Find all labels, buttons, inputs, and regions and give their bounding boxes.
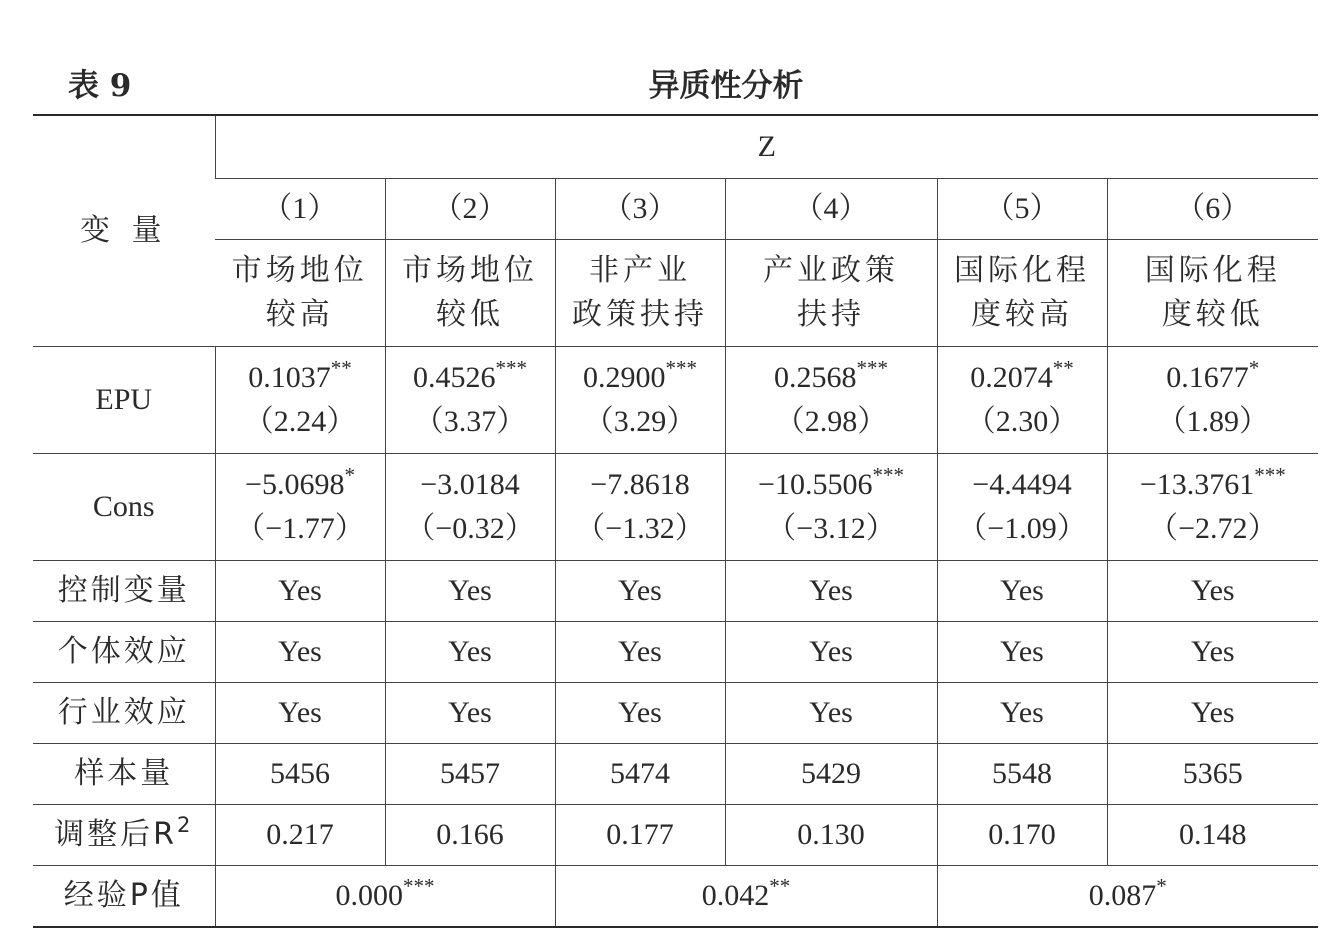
column-group-6 bbox=[1107, 239, 1318, 346]
empirical-p-value: 0.000 bbox=[335, 878, 403, 912]
heterogeneity-analysis-table bbox=[33, 114, 1318, 928]
column-number-5: （5） bbox=[937, 178, 1107, 239]
industry-fe-cell-6: Yes bbox=[1107, 682, 1318, 743]
column-group-1 bbox=[215, 239, 385, 346]
epu-t-statistic: （1.89） bbox=[1156, 404, 1270, 438]
epu-coefficient bbox=[216, 356, 385, 400]
row-label-individual-fe: 个体效应 bbox=[33, 621, 215, 682]
column-group-line: 市场地位 bbox=[402, 252, 538, 288]
column-group-line: 较高 bbox=[265, 296, 334, 332]
epu-coef-value: 0.1037 bbox=[248, 360, 331, 394]
row-label-cons: Cons bbox=[33, 453, 215, 560]
industry-fe-cell-2: Yes bbox=[385, 682, 555, 743]
epu-coefficient bbox=[938, 356, 1107, 400]
column-group-line: 政策扶持 bbox=[572, 296, 708, 332]
adj-r2-cell-3: 0.177 bbox=[555, 804, 725, 865]
controls-cell-5: Yes bbox=[937, 560, 1107, 621]
cons-cell-5 bbox=[937, 453, 1107, 560]
cons-t-statistic: （−1.77） bbox=[235, 511, 365, 545]
epu-cell-4 bbox=[725, 346, 937, 453]
adj-r2-label-sup: 2 bbox=[176, 812, 194, 837]
epu-coefficient bbox=[1108, 356, 1319, 400]
cons-cell-3 bbox=[555, 453, 725, 560]
column-group-line: 市场地位 bbox=[231, 252, 368, 288]
cons-coefficient bbox=[386, 463, 555, 507]
significance-stars: *** bbox=[856, 355, 888, 380]
epu-cell-3 bbox=[555, 346, 725, 453]
significance-stars: *** bbox=[1254, 462, 1286, 487]
cons-cell-2 bbox=[385, 453, 555, 560]
empirical-p-value: 0.087 bbox=[1088, 878, 1157, 912]
empirical-p-cell-1 bbox=[215, 865, 555, 927]
empirical-p-cell-3 bbox=[937, 865, 1318, 927]
cons-coef-value: −3.0184 bbox=[420, 467, 520, 501]
cons-coefficient bbox=[938, 463, 1107, 507]
table-title: 异质性分析 bbox=[648, 68, 804, 104]
significance-stars: *** bbox=[403, 873, 435, 898]
epu-coef-value: 0.1677 bbox=[1166, 360, 1249, 394]
individual-fe-cell-2: Yes bbox=[385, 621, 555, 682]
row-label-empirical-p: 经验P值 bbox=[33, 865, 215, 927]
column-group-5 bbox=[937, 239, 1107, 346]
epu-t-statistic: （3.29） bbox=[583, 404, 697, 438]
controls-cell-6: Yes bbox=[1107, 560, 1318, 621]
epu-coef-value: 0.2568 bbox=[774, 360, 857, 394]
adj-r2-cell-4: 0.130 bbox=[725, 804, 937, 865]
cons-coefficient bbox=[556, 463, 725, 507]
cons-t-statistic: （−1.32） bbox=[575, 511, 705, 545]
individual-fe-cell-1: Yes bbox=[215, 621, 385, 682]
controls-cell-1: Yes bbox=[215, 560, 385, 621]
empirical-p-cell-2 bbox=[555, 865, 937, 927]
cons-cell-1 bbox=[215, 453, 385, 560]
sample-size-cell-2: 5457 bbox=[385, 743, 555, 804]
epu-t-statistic: （2.24） bbox=[243, 404, 357, 438]
cons-t-statistic: （−2.72） bbox=[1148, 511, 1278, 545]
significance-stars: * bbox=[344, 462, 355, 487]
adj-r2-cell-6: 0.148 bbox=[1107, 804, 1318, 865]
sample-size-cell-1: 5456 bbox=[215, 743, 385, 804]
industry-fe-cell-5: Yes bbox=[937, 682, 1107, 743]
individual-fe-cell-5: Yes bbox=[937, 621, 1107, 682]
sample-size-cell-3: 5474 bbox=[555, 743, 725, 804]
epu-coefficient bbox=[386, 356, 555, 400]
epu-t-statistic: （2.98） bbox=[774, 404, 888, 438]
adj-r2-cell-2: 0.166 bbox=[385, 804, 555, 865]
industry-fe-cell-4: Yes bbox=[725, 682, 937, 743]
cons-coefficient bbox=[726, 463, 937, 507]
significance-stars: *** bbox=[495, 355, 527, 380]
column-number-2: （2） bbox=[385, 178, 555, 239]
individual-fe-cell-4: Yes bbox=[725, 621, 937, 682]
row-label-controls: 控制变量 bbox=[33, 560, 215, 621]
individual-fe-cell-6: Yes bbox=[1107, 621, 1318, 682]
adj-r2-cell-1: 0.217 bbox=[215, 804, 385, 865]
column-group-3 bbox=[555, 239, 725, 346]
cons-coefficient bbox=[1108, 463, 1319, 507]
column-group-line: 国际化程 bbox=[954, 252, 1090, 288]
adj-r2-cell-5: 0.170 bbox=[937, 804, 1107, 865]
cons-t-statistic: （−3.12） bbox=[766, 511, 896, 545]
sample-size-cell-6: 5365 bbox=[1107, 743, 1318, 804]
column-group-line: 度较低 bbox=[1161, 296, 1264, 332]
cons-coef-value: −4.4494 bbox=[972, 467, 1072, 501]
row-label-industry-fe: 行业效应 bbox=[33, 682, 215, 743]
column-group-line: 较低 bbox=[436, 296, 504, 332]
variable-header: 变 量 bbox=[33, 115, 215, 346]
column-number-6: （6） bbox=[1107, 178, 1318, 239]
cons-coef-value: −5.0698 bbox=[245, 467, 345, 501]
significance-stars: *** bbox=[665, 355, 697, 380]
row-label-epu: EPU bbox=[33, 346, 215, 453]
empirical-p-value: 0.042 bbox=[701, 878, 770, 912]
column-number-4: （4） bbox=[725, 178, 937, 239]
cons-coefficient bbox=[216, 463, 385, 507]
table-number: 表 9 bbox=[68, 68, 132, 104]
epu-coef-value: 0.2900 bbox=[583, 360, 666, 394]
significance-stars: ** bbox=[1052, 355, 1074, 380]
sample-size-cell-4: 5429 bbox=[725, 743, 937, 804]
row-label-sample-size: 样本量 bbox=[33, 743, 215, 804]
significance-stars: * bbox=[1156, 873, 1167, 898]
epu-t-statistic: （2.30） bbox=[965, 404, 1079, 438]
significance-stars: ** bbox=[330, 355, 352, 380]
controls-cell-3: Yes bbox=[555, 560, 725, 621]
individual-fe-cell-3: Yes bbox=[555, 621, 725, 682]
column-group-2 bbox=[385, 239, 555, 346]
industry-fe-cell-3: Yes bbox=[555, 682, 725, 743]
epu-cell-2 bbox=[385, 346, 555, 453]
cons-coef-value: −7.8618 bbox=[590, 467, 690, 501]
cons-t-statistic: （−0.32） bbox=[405, 511, 535, 545]
cons-coef-value: −10.5506 bbox=[758, 467, 873, 501]
epu-cell-5 bbox=[937, 346, 1107, 453]
epu-cell-6 bbox=[1107, 346, 1318, 453]
column-number-3: （3） bbox=[555, 178, 725, 239]
controls-cell-4: Yes bbox=[725, 560, 937, 621]
column-group-line: 非产业 bbox=[589, 252, 691, 288]
cons-t-statistic: （−1.09） bbox=[957, 511, 1087, 545]
epu-coefficient bbox=[726, 356, 937, 400]
column-group-4 bbox=[725, 239, 937, 346]
row-label-adj-r2 bbox=[33, 804, 215, 865]
column-group-line: 国际化程 bbox=[1144, 252, 1281, 288]
column-group-line: 度较高 bbox=[971, 296, 1073, 332]
significance-stars: ** bbox=[769, 873, 791, 898]
cons-cell-6 bbox=[1107, 453, 1318, 560]
adj-r2-label-text: 调整后R bbox=[54, 816, 177, 852]
epu-coefficient bbox=[556, 356, 725, 400]
column-group-line: 扶持 bbox=[797, 296, 865, 332]
significance-stars: * bbox=[1248, 355, 1260, 380]
column-number-1: （1） bbox=[215, 178, 385, 239]
cons-coef-value: −13.3761 bbox=[1139, 467, 1255, 501]
epu-coef-value: 0.2074 bbox=[970, 360, 1053, 394]
controls-cell-2: Yes bbox=[385, 560, 555, 621]
dependent-variable-header: Z bbox=[215, 115, 1318, 178]
column-group-line: 产业政策 bbox=[763, 252, 899, 288]
epu-cell-1 bbox=[215, 346, 385, 453]
sample-size-cell-5: 5548 bbox=[937, 743, 1107, 804]
industry-fe-cell-1: Yes bbox=[215, 682, 385, 743]
significance-stars: *** bbox=[872, 462, 904, 487]
epu-t-statistic: （3.37） bbox=[413, 404, 527, 438]
epu-coef-value: 0.4526 bbox=[413, 360, 496, 394]
cons-cell-4 bbox=[725, 453, 937, 560]
